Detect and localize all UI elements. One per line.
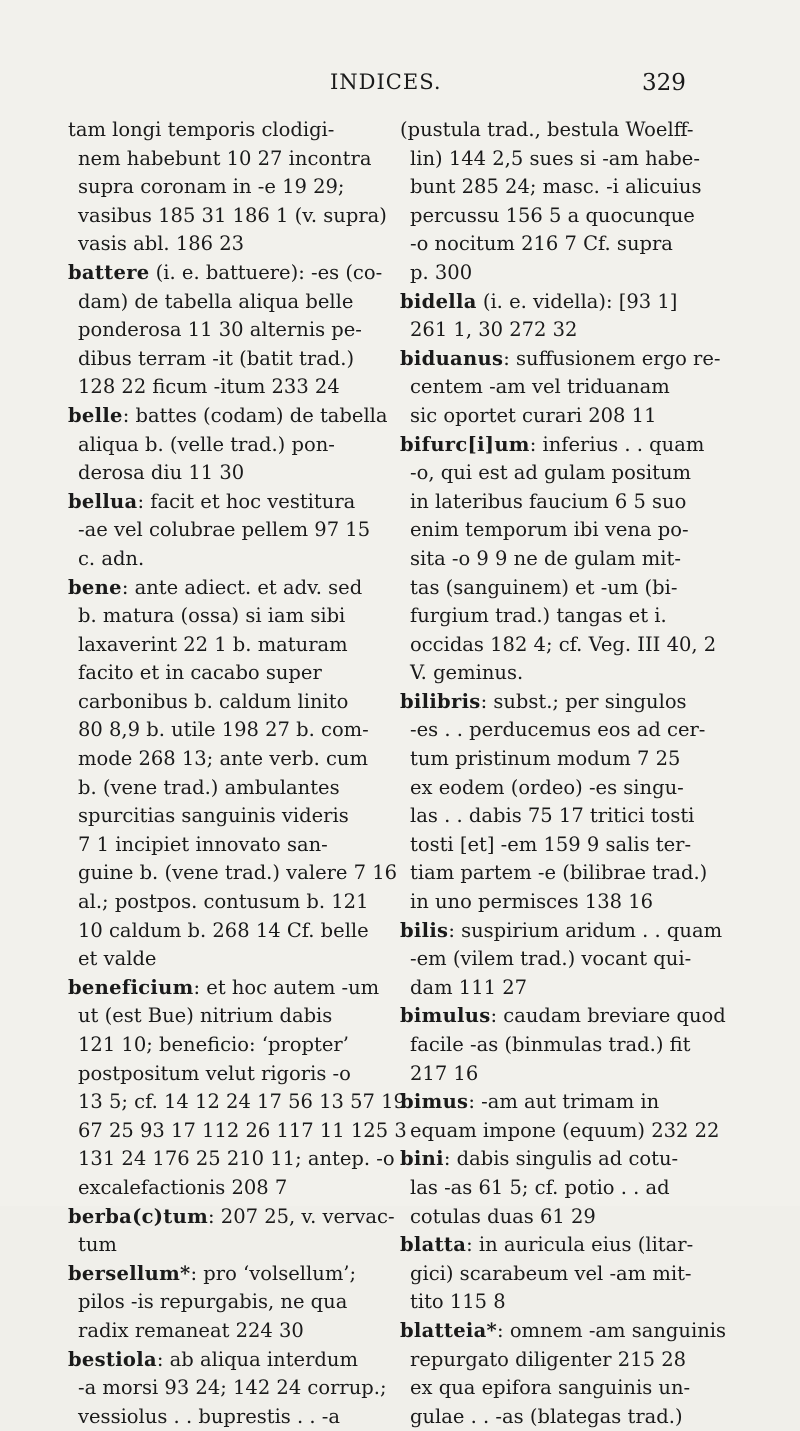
index-line: bilis: suspirium aridum . . quam bbox=[400, 918, 723, 942]
index-line: bersellum*: pro ‘volsellum’; bbox=[68, 1261, 357, 1285]
index-line: al.; postpos. contusum b. 121 bbox=[78, 890, 369, 914]
index-headword: battere bbox=[68, 260, 150, 284]
index-line: bunt 285 24; masc. -i alicuius bbox=[410, 175, 702, 199]
index-line: facito et in cacabo super bbox=[78, 661, 322, 685]
index-line: bini: dabis singulis ad cotu- bbox=[400, 1147, 679, 1171]
index-line: tam longi temporis clodigi- bbox=[68, 118, 335, 141]
index-headword: blatta bbox=[400, 1233, 467, 1257]
index-line: nem habebunt 10 27 incontra bbox=[78, 146, 372, 170]
index-headword: bimus bbox=[400, 1090, 469, 1114]
index-line: derosa diu 11 30 bbox=[78, 461, 245, 485]
index-line: 128 22 ficum -itum 233 24 bbox=[78, 375, 340, 399]
index-line: mode 268 13; ante verb. cum bbox=[78, 747, 368, 771]
index-line: dibus terram -it (batit trad.) bbox=[78, 346, 355, 370]
index-line: guine b. (vene trad.) valere 7 16 bbox=[78, 861, 398, 885]
index-line: 121 10; beneficio: ‘propter’ bbox=[78, 1033, 349, 1056]
index-line: radix remaneat 224 30 bbox=[78, 1318, 304, 1342]
index-headword: belle bbox=[68, 403, 123, 427]
index-line: spurcitias sanguinis videris bbox=[78, 804, 349, 828]
index-line: las -as 61 5; cf. potio . . ad bbox=[410, 1175, 670, 1199]
index-headword: biduanus bbox=[400, 346, 504, 370]
index-line: bifurc[i]um: inferius . . quam bbox=[400, 432, 705, 456]
index-line: berba(c)tum: 207 25, v. vervac- bbox=[68, 1204, 395, 1228]
index-line: bellua: facit et hoc vestitura bbox=[68, 489, 356, 513]
index-headword: bidella bbox=[400, 289, 477, 313]
index-line: dam 111 27 bbox=[410, 975, 528, 999]
index-line: -o nocitum 216 7 Cf. supra bbox=[410, 232, 673, 256]
index-line: in lateribus faucium 6 5 suo bbox=[410, 489, 687, 513]
index-line: bilibris: subst.; per singulos bbox=[400, 689, 687, 713]
index-line: in uno permisces 138 16 bbox=[410, 890, 654, 914]
running-header-title: INDICES. bbox=[330, 70, 442, 94]
index-line: 7 1 incipiet innovato san- bbox=[78, 832, 328, 856]
index-line: bene: ante adiect. et adv. sed bbox=[68, 575, 363, 599]
index-line: tum bbox=[78, 1233, 117, 1257]
index-line: -es . . perducemus eos ad cer- bbox=[410, 718, 706, 742]
index-line: aliqua b. (velle trad.) pon- bbox=[78, 432, 335, 456]
index-line: et valde bbox=[78, 947, 157, 971]
index-line: dam) de tabella aliqua belle bbox=[78, 289, 354, 313]
index-line: b. (vene trad.) ambulantes bbox=[78, 775, 340, 799]
index-line: 13 5; cf. 14 12 24 17 56 13 57 19 bbox=[78, 1090, 406, 1114]
index-line: b. matura (ossa) si iam sibi bbox=[78, 604, 346, 628]
index-line: las . . dabis 75 17 tritici tosti bbox=[410, 804, 695, 828]
index-line: p. 300 bbox=[410, 260, 473, 284]
index-line: tosti [et] -em 159 9 salis ter- bbox=[410, 832, 692, 856]
index-line: furgium trad.) tangas et i. bbox=[410, 604, 667, 628]
index-line: lin) 144 2,5 sues si -am habe- bbox=[410, 146, 700, 170]
index-line: -a morsi 93 24; 142 24 corrup.; bbox=[78, 1376, 387, 1400]
index-line: tas (sanguinem) et -um (bi- bbox=[410, 575, 678, 599]
index-line: vessiolus . . buprestis . . -a bbox=[78, 1404, 341, 1428]
index-line: bimulus: caudam breviare quod bbox=[400, 1004, 726, 1028]
index-headword: bifurc[i]um bbox=[400, 432, 530, 456]
index-line: ex eodem (ordeo) -es singu- bbox=[410, 775, 684, 799]
index-headword: blatteia* bbox=[400, 1318, 498, 1342]
index-line: laxaverint 22 1 b. maturam bbox=[78, 632, 348, 656]
index-line: sita -o 9 9 ne de gulam mit- bbox=[410, 546, 681, 570]
index-line: 131 24 176 25 210 11; antep. -o bbox=[78, 1147, 395, 1171]
index-line: sic oportet curari 208 11 bbox=[410, 403, 657, 427]
index-line: supra coronam in -e 19 29; bbox=[78, 175, 345, 199]
index-line: -em (vilem trad.) vocant qui- bbox=[410, 947, 692, 971]
index-line: percussu 156 5 a quocunque bbox=[410, 203, 695, 227]
index-line: ut (est Bue) nitrium dabis bbox=[78, 1004, 333, 1028]
index-line: pilos -is repurgabis, ne qua bbox=[78, 1290, 348, 1314]
index-line: -o, qui est ad gulam positum bbox=[410, 461, 692, 485]
index-headword: bilibris bbox=[400, 689, 481, 713]
index-line: cotulas duas 61 29 bbox=[410, 1204, 596, 1228]
index-line: equam impone (equum) 232 22 bbox=[410, 1118, 720, 1142]
index-headword: bersellum* bbox=[68, 1261, 191, 1285]
index-line: bestiola: ab aliqua interdum bbox=[68, 1347, 358, 1371]
index-line: 80 8,9 b. utile 198 27 b. com- bbox=[78, 718, 369, 742]
index-line: vasis abl. 186 23 bbox=[78, 232, 245, 256]
index-line: bidella (i. e. vidella): [93 1] bbox=[400, 289, 678, 313]
page-number: 329 bbox=[642, 70, 686, 96]
index-line: vasibus 185 31 186 1 (v. supra) bbox=[78, 203, 387, 227]
index-line: (pustula trad., bestula Woelff- bbox=[400, 118, 694, 141]
index-line: repurgato diligenter 215 28 bbox=[410, 1347, 687, 1371]
index-line: centem -am vel triduanam bbox=[410, 375, 670, 399]
index-line: tiam partem -e (bilibrae trad.) bbox=[410, 861, 708, 885]
index-headword: bilis bbox=[400, 918, 449, 942]
index-line: 217 16 bbox=[410, 1061, 479, 1085]
index-line: enim temporum ibi vena po- bbox=[410, 518, 689, 542]
index-line: beneficium: et hoc autem -um bbox=[68, 975, 380, 999]
index-line: battere (i. e. battuere): -es (co- bbox=[68, 260, 383, 284]
index-headword: beneficium bbox=[68, 975, 194, 999]
index-headword: bene bbox=[68, 575, 122, 599]
index-line: tito 115 8 bbox=[410, 1290, 506, 1314]
index-line: 10 caldum b. 268 14 Cf. belle bbox=[78, 918, 369, 942]
index-column-left bbox=[68, 116, 407, 1431]
index-column-right bbox=[400, 116, 727, 1431]
index-line: bimus: -am aut trimam in bbox=[400, 1090, 660, 1114]
index-line: c. adn. bbox=[78, 546, 145, 570]
index-line: facile -as (binmulas trad.) fit bbox=[410, 1033, 691, 1056]
index-line: 67 25 93 17 112 26 117 11 125 3 bbox=[78, 1118, 407, 1142]
index-line: 261 1, 30 272 32 bbox=[410, 318, 578, 342]
index-headword: berba(c)tum bbox=[68, 1204, 209, 1228]
index-line: tum pristinum modum 7 25 bbox=[410, 747, 681, 771]
index-line: blatteia*: omnem -am sanguinis bbox=[400, 1318, 727, 1342]
index-line: excalefactionis 208 7 bbox=[78, 1175, 288, 1199]
index-line: gulae . . -as (blategas trad.) bbox=[410, 1404, 683, 1428]
index-line: carbonibus b. caldum linito bbox=[78, 689, 349, 713]
index-headword: bellua bbox=[68, 489, 138, 513]
index-line: gici) scarabeum vel -am mit- bbox=[410, 1261, 692, 1285]
index-line: ex qua epifora sanguinis un- bbox=[410, 1376, 691, 1400]
index-line: belle: battes (codam) de tabella bbox=[68, 403, 388, 427]
index-headword: bimulus bbox=[400, 1004, 491, 1028]
index-line: -ae vel colubrae pellem 97 15 bbox=[78, 518, 371, 542]
index-headword: bestiola bbox=[68, 1347, 157, 1371]
index-line: blatta: in auricula eius (litar- bbox=[400, 1233, 694, 1257]
index-line: occidas 182 4; cf. Veg. III 40, 2 bbox=[410, 632, 717, 656]
index-line: postpositum velut rigoris -o bbox=[78, 1061, 351, 1085]
index-line: V. geminus. bbox=[410, 661, 524, 685]
index-headword: bini bbox=[400, 1147, 444, 1171]
index-line: ponderosa 11 30 alternis pe- bbox=[78, 318, 362, 342]
index-line: biduanus: suffusionem ergo re- bbox=[400, 346, 721, 370]
